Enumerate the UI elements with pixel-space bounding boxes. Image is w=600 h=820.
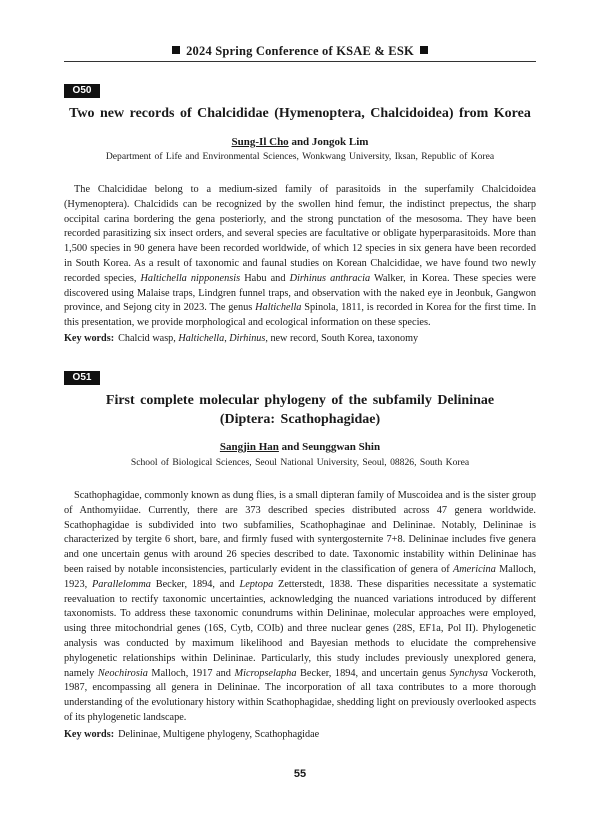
taxon-name: Dirhinus anthracia [289, 272, 371, 284]
abstract-code-badge: O50 [64, 84, 100, 98]
abstract-body [64, 489, 536, 726]
keywords-label: Key words: [64, 333, 115, 344]
text-run: Vockeroth, 1987, encompassing all genera in Delininae. The incorporation of all taxa contributes to a more thorough understanding of the evolutionary history within Scathophagidae, shedding light on previously overlooked aspects of its phylogenetic landscape. [64, 667, 536, 723]
keywords-list [118, 729, 319, 740]
taxon-name: Haltichella [178, 333, 225, 344]
text-run: , new record, South Korea, taxonomy [265, 333, 419, 344]
abstract-affiliation: School of Biological Sciences, Seoul National University, Seoul, 08826, South Korea [130, 457, 470, 468]
co-authors: and Seunggwan Shin [278, 441, 381, 453]
text-run: Malloch, 1917 and [147, 667, 235, 679]
abstract-authors [64, 136, 536, 148]
presenting-author: Sangjin Han [219, 441, 279, 453]
text-run: Delininae, Multigene phylogeny, Scathophagidae [118, 729, 320, 740]
text-run: Zetterstedt, 1838. These disparities necessitate a systematic reevaluation to rectify taxonomic uncertainties, acknowledging the nuanced variations introduced by different taxonomists. To address these taxonomic conundrums within Delininae, molecular approaches were employed, using three mitochondrial genes (16S, Cytb, COIb) and three nuclear genes (28S, EF1a, Pol II). Phylogenetic analysis was conducted by maximum likelihood and Bayesian methods to elucidate the comprehensive phylogenetic relationships within Delininae. Particularly, this study includes previously unexplored genera, namely [64, 578, 536, 679]
taxon-name: Americina [452, 563, 496, 575]
taxon-name: Dirhinus [229, 333, 266, 344]
presenting-author: Sung-Il Cho [231, 136, 289, 148]
taxon-name: Neochirosia [97, 667, 148, 679]
conference-title: 2024 Spring Conference of KSAE & ESK [186, 44, 414, 58]
text-run: Chalcid wasp, [118, 333, 179, 344]
square-bullet-icon [172, 46, 180, 54]
text-run: Becker, 1894, and uncertain genus [296, 667, 450, 679]
abstract-authors [64, 441, 536, 453]
taxon-name: Haltichella [255, 302, 302, 314]
abstract-keywords [64, 333, 536, 344]
taxon-name: Parallelomma [91, 578, 151, 590]
text-run: Walker, in Korea. These species were discovered using Malaise traps, Lindgren funnel traps, and observation with the naked eye in Jeonbuk, Gangwon province, and Sejong city in 2023. The genus [64, 272, 536, 314]
keywords-list [118, 333, 418, 344]
taxon-name: Synchysa [449, 667, 488, 679]
abstract-body [64, 183, 536, 331]
abstract-keywords [64, 729, 536, 740]
header-divider [64, 61, 536, 62]
page-number: 55 [293, 768, 307, 780]
text-run: , [224, 333, 230, 344]
taxon-name: Haltichella nipponensis [140, 272, 241, 284]
abstract-code-badge: O51 [64, 371, 100, 385]
abstract-title: First complete molecular phylogeny of the subfamily Delininae (Diptera: Scathophagidae) [105, 393, 495, 427]
co-authors: and Jongok Lim [288, 136, 369, 148]
taxon-name: Leptopa [239, 578, 274, 590]
text-run: Becker, 1894, and [150, 578, 240, 590]
keywords-label: Key words: [64, 729, 115, 740]
abstract-title: Two new records of Chalcididae (Hymenoptera, Chalcidoidea) from Korea [69, 106, 531, 121]
text-run: Spinola, 1811, is recorded in Korea for the first time. In this presentation, we provide morphological and ecological information on these species. [64, 302, 537, 329]
text-run: Habu and [240, 272, 290, 284]
conference-header [0, 44, 600, 59]
abstract-affiliation: Department of Life and Environmental Sciences, Wonkwang University, Iksan, Republic of Korea [105, 151, 495, 162]
text-run: The Chalcididae belong to a medium-sized family of parasitoids in the superfamily Chalcidoidea (Hymenoptera). Chalcidids can be recognized by the swollen hind femur, the indistinct prepectus, the sharp occipital carina bordering the gena posteriorly, and the strong punctation of the mesosoma. They have been recorded parasitizing six insect orders, and several species are facultative or obligate hyperparasitoids. More than 1,500 species in 90 genera have been recorded worldwide, of which 12 species in six genera have been recorded in South Korea. As a result of taxonomic and faunal studies on Korean Chalcididae, we have found two newly recorded species, [64, 184, 536, 284]
taxon-name: Micropselapha [234, 667, 297, 679]
text-run: Scathophagidae, commonly known as dung flies, is a small dipteran family of Muscoidea and is the sister group of Anthomyiidae. Currently, there are 373 described species distributed across 47 genera worldwide. Scathophagidae is subdivided into two subfamilies, Scathophaginae and Delininae. Notably, Delininae is characterized by tergite 6 short, bare, and firmly fused with syntergosternite 7+8. Delininae includes five genera and one uncertain genus with around 26 species described to date. Taxonomic instability within Delininae has been raised by notable inconsistencies, particularly evident in the classification of genera of [64, 490, 536, 575]
square-bullet-icon [420, 46, 428, 54]
text-run: Malloch, 1923, [64, 563, 536, 590]
